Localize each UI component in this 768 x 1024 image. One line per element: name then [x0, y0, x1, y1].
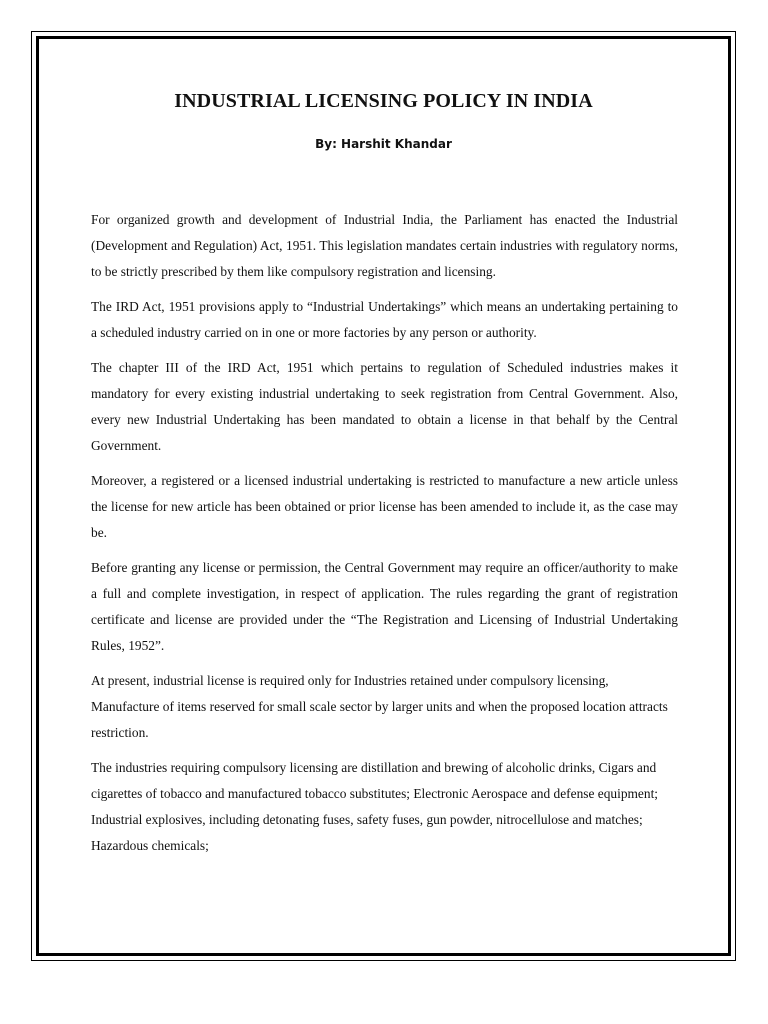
paragraph-4: Moreover, a registered or a licensed industrial undertaking is restricted to manufacture a new article unless the license for new article has been obtained or prior license has been amended to include it, as the case may be. — [91, 473, 678, 540]
document-body — [91, 207, 678, 868]
document-title: INDUSTRIAL LICENSING POLICY IN INDIA — [174, 90, 593, 112]
paragraph-3: The chapter III of the IRD Act, 1951 which pertains to regulation of Scheduled industries makes it mandatory for every existing industrial undertaking to seek registration from Central Government. Also, every new Industrial Undertaking has been mandated to obtain a license in that behalf by the Central Government. — [91, 360, 678, 453]
paragraph-7: The industries requiring compulsory licensing are distillation and brewing of alcoholic drinks, Cigars and cigarettes of tobacco and manufactured tobacco substitutes; Electronic Aerospace and defense equipment; Industrial explosives, including detonating fuses, safety fuses, gun powder, nitrocellulose and matches; Hazardous chemicals; — [91, 760, 659, 853]
paragraph-1: For organized growth and development of Industrial India, the Parliament has enacted the Industrial (Development and Regulation) Act, 1951. This legislation mandates certain industries with regulatory norms, to be strictly prescribed by them like compulsory registration and licensing. — [91, 212, 678, 279]
paragraph-2: The IRD Act, 1951 provisions apply to “Industrial Undertakings” which means an undertaking pertaining to a scheduled industry carried on in one or more factories by any person or authority. — [91, 299, 678, 340]
paragraph-6: At present, industrial license is required only for Industries retained under compulsory licensing, Manufacture of items reserved for small scale sector by larger units and when the proposed location attracts restriction. — [91, 673, 668, 740]
document-author: By: Harshit Khandar — [315, 137, 452, 151]
paragraph-5: Before granting any license or permission, the Central Government may require an officer/authority to make a full and complete investigation, in respect of application. The rules regarding the grant of registration certificate and license are provided under the “The Registration and Licensing of Industrial Undertaking Rules, 1952”. — [91, 560, 678, 653]
